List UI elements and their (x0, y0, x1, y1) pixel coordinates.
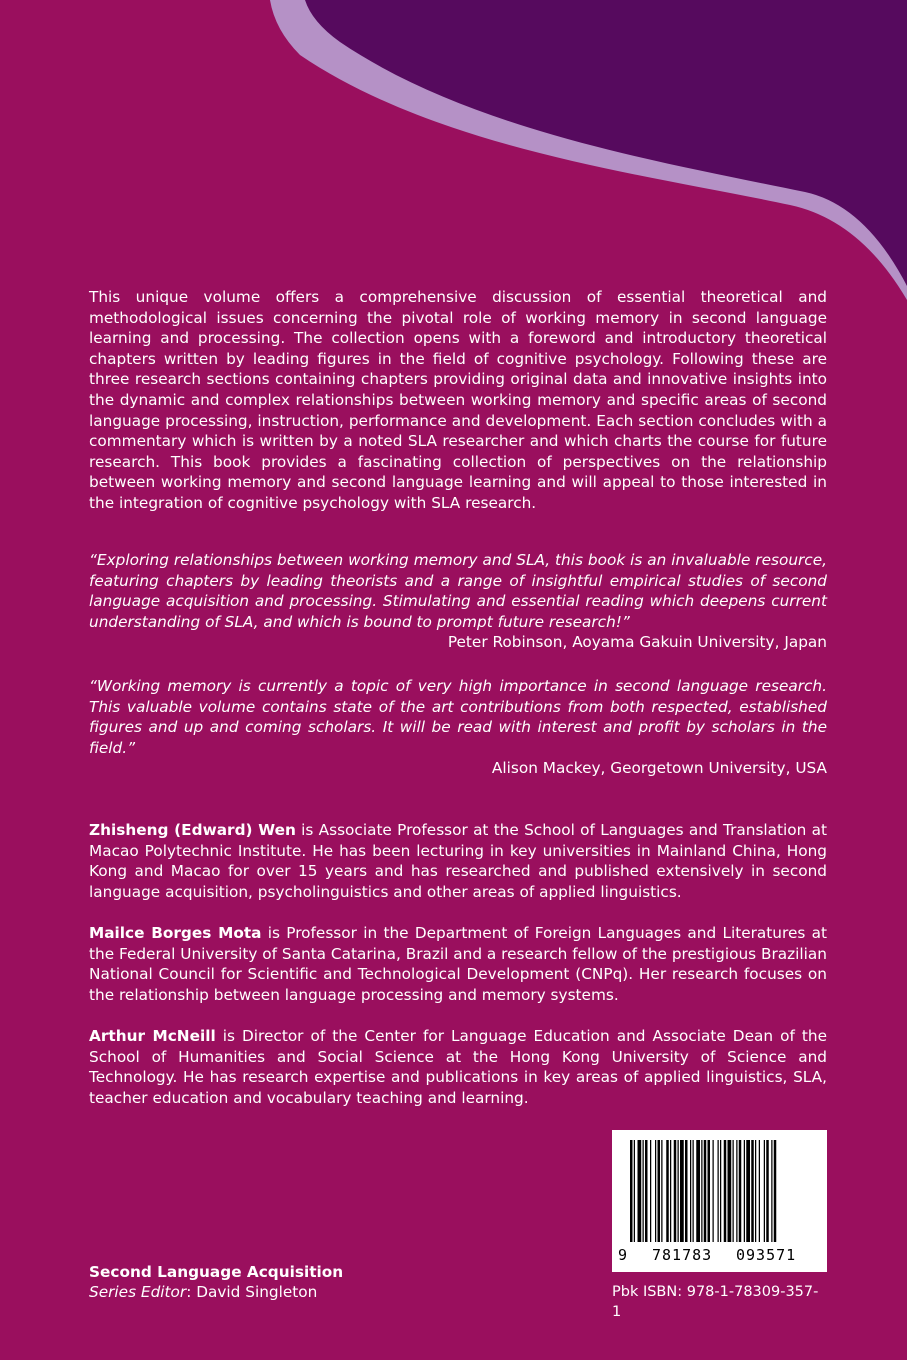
barcode (612, 1130, 827, 1272)
author-bio-text: is Director of the Center for Language Education and Associate Dean of the School of Humanities and Social Science at the Hong Kong University of Science and Technology. He has research expertise and publications in key areas of applied linguistics, SLA, teacher education and vocabulary teaching and learning. (89, 1027, 827, 1107)
barcode-bar (771, 1140, 772, 1242)
barcode-bar (728, 1140, 732, 1242)
barcode-bar (713, 1140, 714, 1242)
endorsement-quote (89, 676, 827, 779)
barcode-bar (638, 1140, 642, 1242)
barcode-bar (708, 1140, 711, 1242)
barcode-bar (634, 1140, 635, 1242)
barcode-bar (724, 1140, 727, 1242)
barcode-bar (643, 1140, 644, 1242)
barcode-bar (693, 1140, 694, 1242)
barcode-bar (655, 1140, 656, 1242)
series-editor-name: : David Singleton (186, 1283, 318, 1301)
quote-source: Alison Mackey, Georgetown University, USA (491, 759, 827, 778)
author-bio-text: is Professor in the Department of Foreign Languages and Literatures at the Federal University of Santa Catarina, Brazil and a research fellow of the prestigious Brazilian National Council for Scientific and Technological Development (CNPq). Her research focuses on the relationship between language processing and memory systems. (89, 924, 827, 1004)
barcode-bar (680, 1140, 684, 1242)
author-name: Arthur McNeill (89, 1027, 216, 1045)
barcode-bar (744, 1140, 745, 1242)
barcode-bar (759, 1140, 760, 1242)
barcode-bar (755, 1140, 756, 1242)
barcode-bar (658, 1140, 661, 1242)
barcode-bar (696, 1140, 700, 1242)
series-editor (89, 1282, 317, 1302)
book-description: This unique volume offers a comprehensive discussion of essential theoretical and methodological issues concerning the pivotal role of working memory in second language learning and processing. The collection opens with a foreword and introductory theoretical chapters written by leading figures in the field of cognitive psychology. Following these are three research sections containing chapters providing original data and innovative insights into the dynamic and complex relationships between working memory and specific areas of second language processing, instruction, performance and development. Each section concludes with a commentary which is written by a noted SLA researcher and which charts the course for future research. This book provides a fascinating collection of perspectives on the relationship between working memory and second language learning and will appeal to those interested in the integration of cognitive psychology with SLA research. (89, 288, 827, 512)
bubble-dark-fill (305, 0, 907, 286)
barcode-bar (685, 1140, 688, 1242)
top-speech-bubble-shape (0, 0, 907, 300)
author-bio-text: is Associate Professor at the School of Languages and Translation at Macao Polytechnic Institute. He has been lecturing in key universities in Mainland China, Hong Kong and Macao for over 15 years and has researched and published extensively in second language acquisition, psycholinguistics and other areas of applied linguistics. (89, 821, 827, 901)
quote-text: “Exploring relationships between working memory and SLA, this book is an invaluable resource, featuring chapters by leading theorists and a range of insightful empirical studies of second language acquisition and processing. Stimulating and essential reading which deepens current understanding of SLA, and which is bound to prompt future research!” (89, 551, 827, 631)
barcode-digits (612, 1244, 827, 1266)
barcode-bar (674, 1140, 677, 1242)
barcode-bar (678, 1140, 679, 1242)
isbn-label: Pbk ISBN: 978-1-78309-357-1 (612, 1284, 819, 1320)
barcode-bar (751, 1140, 754, 1242)
barcode-bar (766, 1140, 769, 1242)
barcode-bar (701, 1140, 702, 1242)
barcode-bar (774, 1140, 777, 1242)
quote-text: “Working memory is currently a topic of very high importance in second language research. This valuable volume contains state of the art contributions from both respected, established figures and up and coming scholars. It will be read with interest and profit by scholars in the field.” (89, 677, 827, 757)
barcode-bar (690, 1140, 691, 1242)
author-name: Mailce Borges Mota (89, 924, 262, 942)
author-name: Zhisheng (Edward) Wen (89, 821, 296, 839)
quote-source: Peter Robinson, Aoyama Gakuin University, Japan (447, 633, 827, 652)
barcode-bar (718, 1140, 719, 1242)
barcode-left-digits: 781783 (652, 1246, 713, 1264)
author-bio (89, 1026, 827, 1108)
barcode-bar (650, 1140, 651, 1242)
barcode-bar (746, 1140, 750, 1242)
barcode-bar (630, 1140, 633, 1242)
barcode-bars (626, 1140, 817, 1242)
barcode-bar (739, 1140, 742, 1242)
author-bio (89, 923, 827, 1005)
barcode-bar (645, 1140, 648, 1242)
endorsement-quote (89, 550, 827, 653)
series-editor-label: Series Editor (89, 1283, 187, 1301)
barcode-bar (666, 1140, 669, 1242)
barcode-bar (704, 1140, 707, 1242)
barcode-bar (764, 1140, 765, 1242)
barcode-bar (733, 1140, 734, 1242)
author-bio (89, 820, 827, 902)
barcode-right-digits: 093571 (736, 1246, 797, 1264)
barcode-bar (720, 1140, 721, 1242)
barcode-bar (661, 1140, 662, 1242)
barcode-bar (670, 1140, 671, 1242)
series-title: Second Language Acquisition (89, 1263, 344, 1281)
barcode-bar (736, 1140, 737, 1242)
barcode-lead-digit: 9 (618, 1246, 628, 1264)
